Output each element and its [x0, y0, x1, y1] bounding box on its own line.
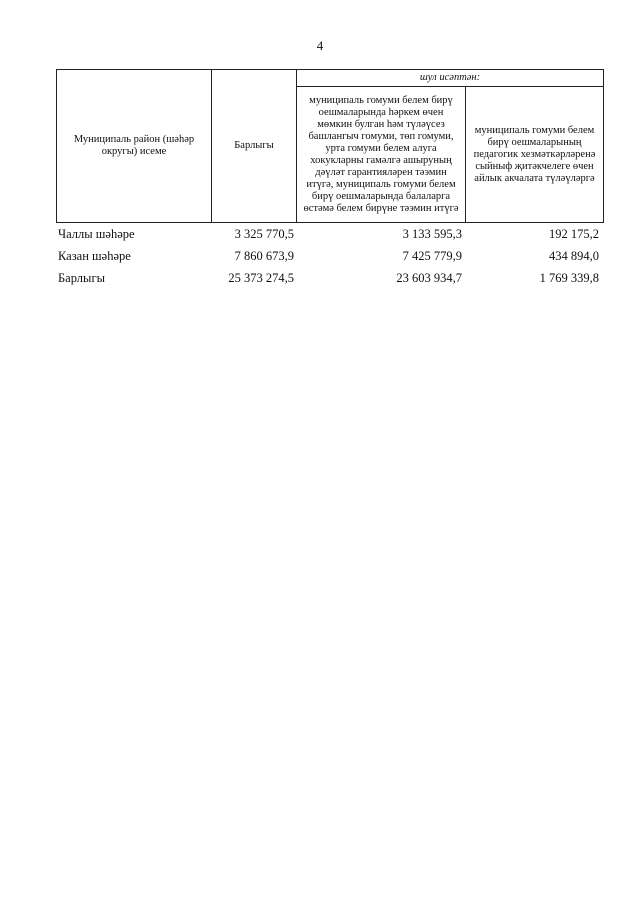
row-value-1: 7 425 779,9 [402, 248, 462, 263]
budget-table [56, 69, 604, 289]
row-value-2: 192 175,2 [549, 226, 599, 241]
header-sub2-label: муниципаль гомуми белем бирү оешмаларының педагогик хезмәткәрләренә сыйныф җитәкчелеге өчен айлык акчалата түләүләргә [473, 125, 596, 184]
table-header [56, 69, 604, 223]
table-body [56, 223, 601, 289]
row-name: Чаллы шәһәре [58, 226, 135, 241]
header-sub1 [297, 87, 466, 223]
header-total [212, 70, 297, 223]
header-sub1-label: муниципаль гомуми белем бирү оешмаларында һәркем өчен мөмкин булган һәм түләүсез башлангыч гомуми, төп гомуми, урта гомуми белем алуга хокукларны гамәлгә ашыруның дәүләт гарантияләрен тәэмин итүгә, муниципаль гомуми белем бирү оешмаларында балаларга өстәмә белем бирүне тәэмин итүгә [303, 95, 459, 214]
row-value-2: 434 894,0 [549, 248, 599, 263]
row-value-2: 1 769 339,8 [539, 270, 599, 285]
row-total: 7 860 673,9 [234, 248, 294, 263]
header-sub2 [466, 87, 604, 223]
row-name: Казан шәһәре [58, 248, 131, 263]
row-value-1: 3 133 595,3 [402, 226, 462, 241]
row-total: 3 325 770,5 [234, 226, 294, 241]
page-number: 4 [316, 38, 324, 53]
table-row [56, 245, 601, 267]
header-of-which: шул исәптән: [297, 70, 604, 87]
row-name: Барлыгы [58, 270, 105, 285]
header-municipality [57, 70, 212, 223]
row-value-1: 23 603 934,7 [396, 270, 462, 285]
table-row [56, 267, 601, 289]
table-row [56, 223, 601, 245]
header-municipality-label: Муниципаль район (шәһәр округы) исеме [73, 134, 195, 157]
row-total: 25 373 274,5 [228, 270, 294, 285]
header-total-label: Барлыгы [234, 140, 274, 151]
